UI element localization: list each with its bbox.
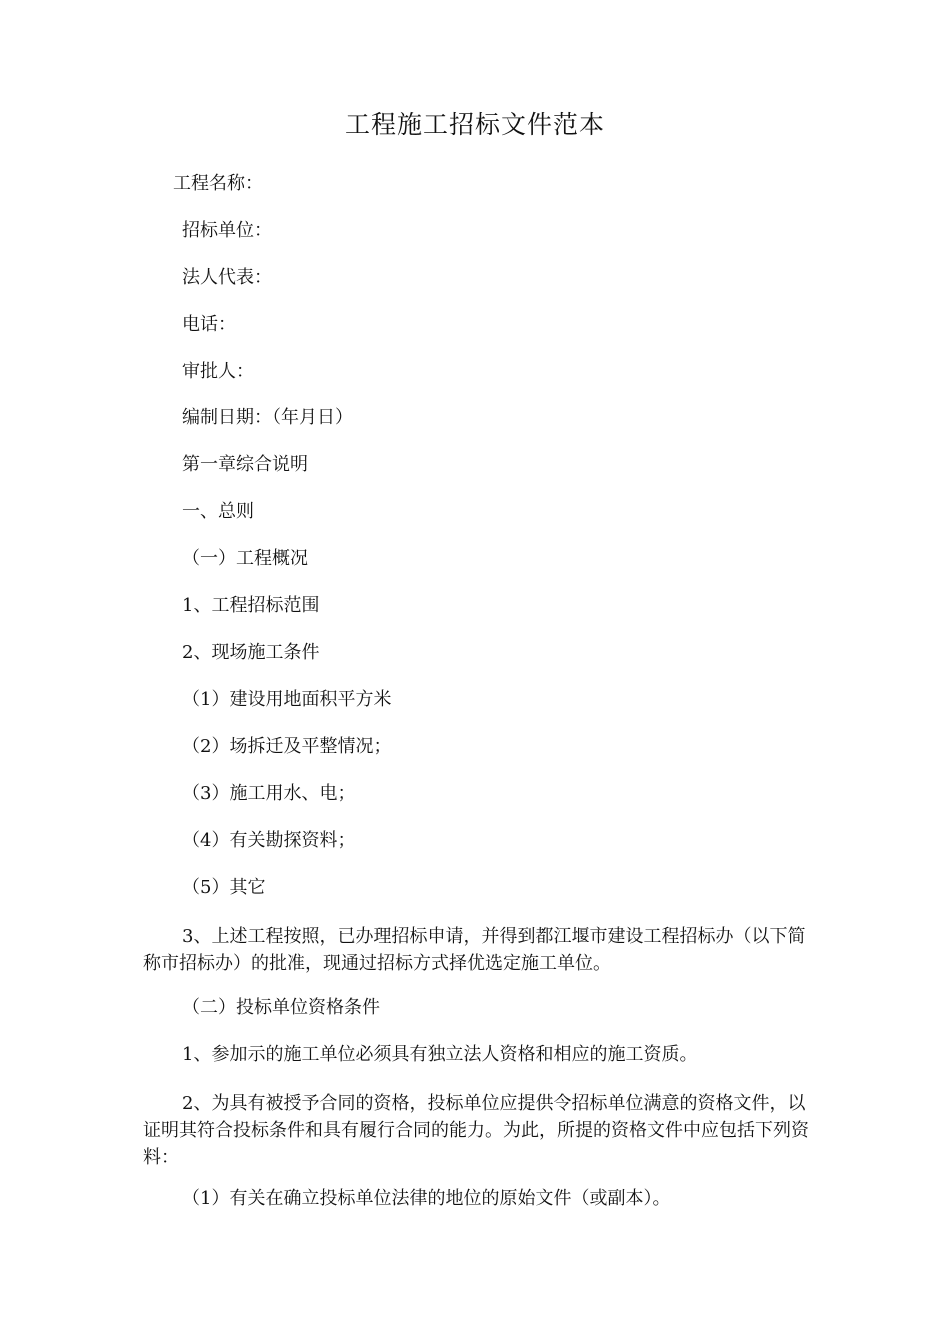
paragraph: （1）有关在确立投标单位法律的地位的原始文件（或副本）。 [182,1188,671,1209]
condition-item: （3）施工用水、电； [182,783,356,804]
field-date: 编制日期：（年月日） [182,407,353,428]
paragraph: 1、参加示的施工单位必须具有独立法人资格和相应的施工资质。 [182,1044,698,1065]
subsection-heading: （二）投标单位资格条件 [182,997,380,1018]
subsection-heading: （一）工程概况 [182,548,308,569]
field-phone: 电话： [182,314,236,335]
field-approver: 审批人： [182,361,254,382]
condition-item: （1）建设用地面积平方米 [182,689,392,710]
list-item: 2、现场施工条件 [182,642,320,663]
paragraph: 3、上述工程按照，已办理招标申请，并得到都江堰市建设工程招标办（以下简称市招标办）的批准，现通过招标方式择优选定施工单位。 [143,926,806,974]
section-heading: 一、总则 [182,501,254,522]
field-tendering-unit: 招标单位： [182,220,272,241]
condition-item: （2）场拆迁及平整情况； [182,736,392,757]
field-legal-rep: 法人代表： [182,267,272,288]
chapter-heading: 第一章综合说明 [182,454,308,475]
list-item: 1、工程招标范围 [182,595,320,616]
field-project-name: 工程名称： [173,173,263,194]
document-title: 工程施工招标文件范本 [344,110,605,139]
paragraph: 2、为具有被授予合同的资格，投标单位应提供令招标单位满意的资格文件，以证明其符合投标条件和具有履行合同的能力。为此，所提的资格文件中应包括下列资料： [143,1093,809,1168]
condition-item: （5）其它 [182,877,266,898]
condition-item: （4）有关勘探资料； [182,830,356,851]
